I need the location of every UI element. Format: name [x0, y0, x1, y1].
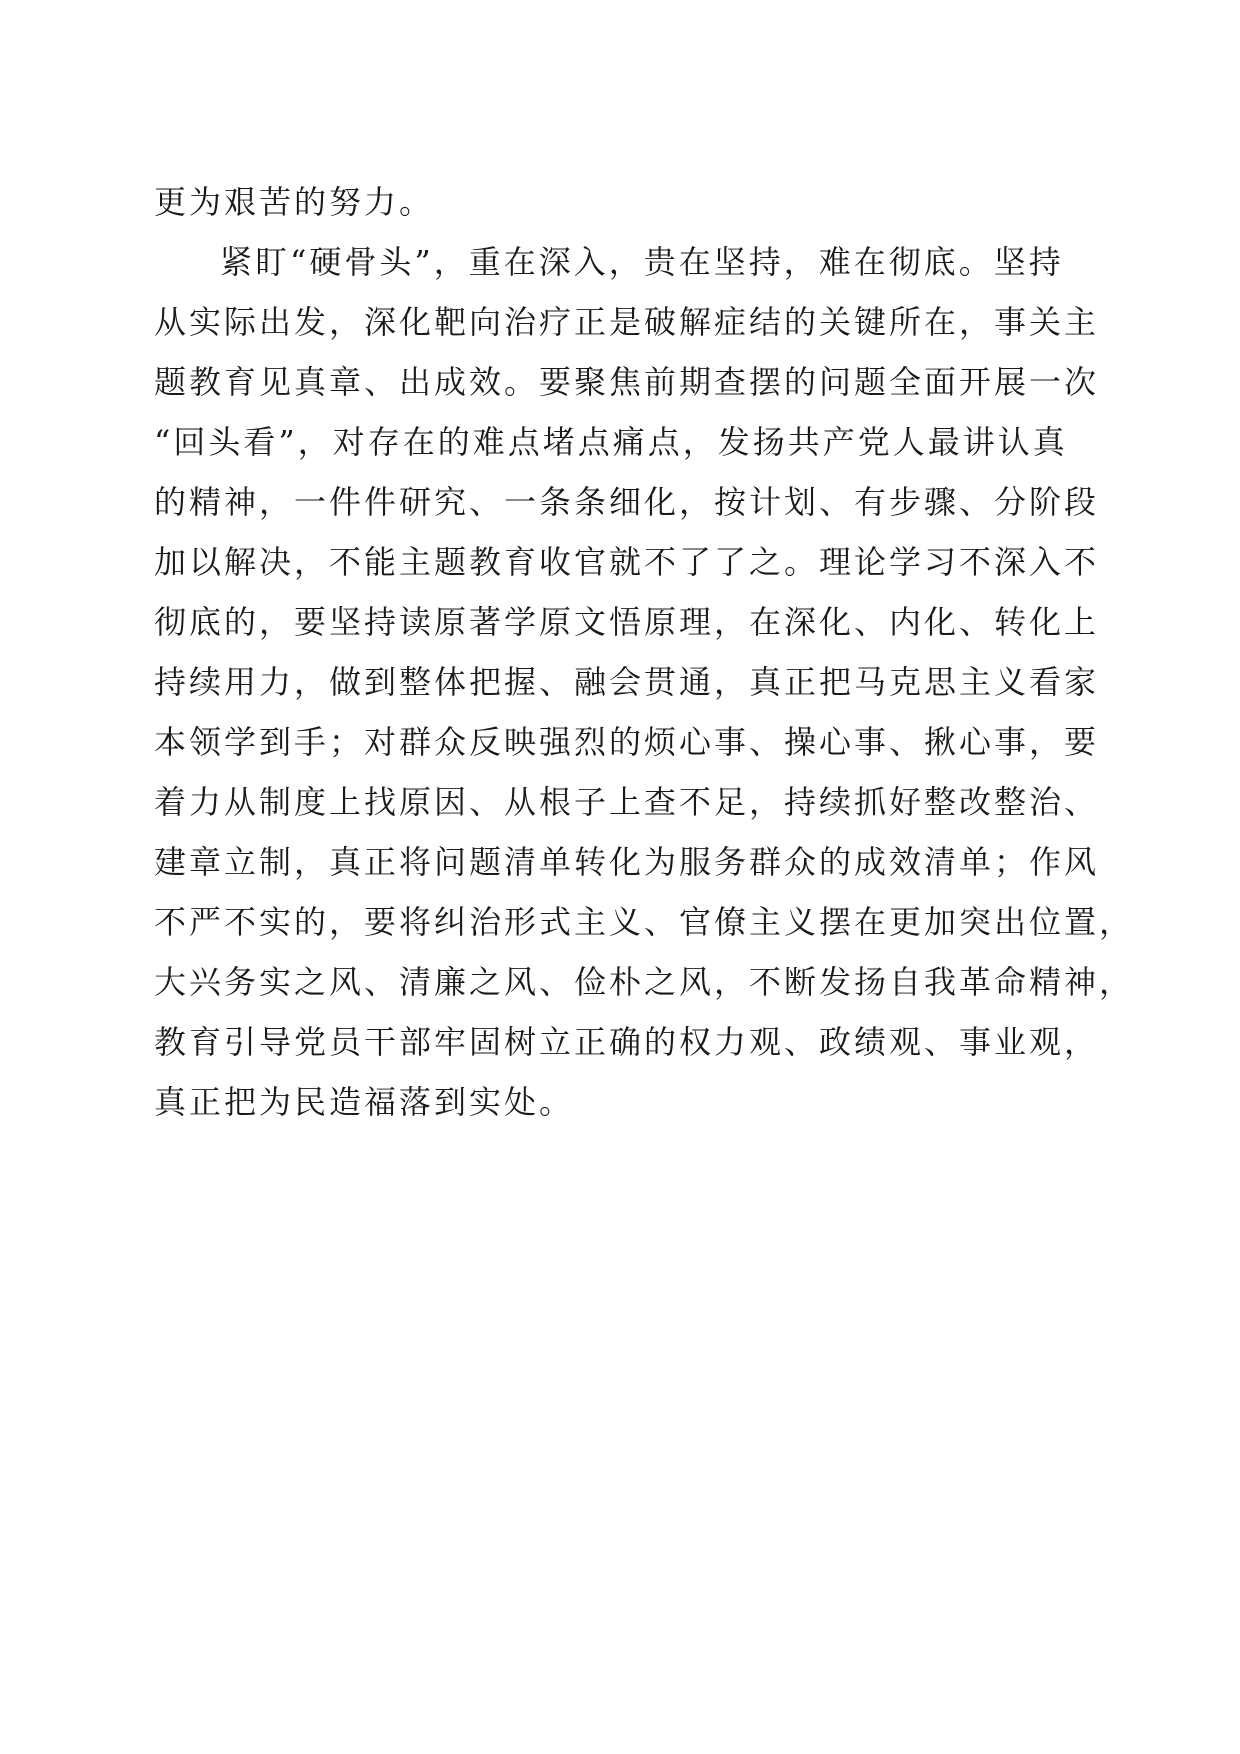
text-line: 持续用力，做到整体把握、融会贯通，真正把马克思主义看家 — [154, 663, 1100, 701]
text-line: 本领学到手；对群众反映强烈的烦心事、操心事、揪心事，要 — [154, 723, 1100, 761]
text-line: 题教育见真章、出成效。要聚焦前期查摆的问题全面开展一次 — [154, 363, 1100, 401]
text-line: “回头看”，对存在的难点堵点痛点，发扬共产党人最讲认真 — [154, 423, 1068, 461]
text-line: 建章立制，真正将问题清单转化为服务群众的成效清单；作风 — [154, 843, 1100, 881]
paragraph-first-line: 紧盯“硬骨头”，重在深入，贵在坚持，难在彻底。坚持 — [220, 243, 1064, 281]
text-line: 着力从制度上找原因、从根子上查不足，持续抓好整改整治、 — [154, 783, 1100, 821]
text-line: 不严不实的，要将纠治形式主义、官僚主义摆在更加突出位置， — [154, 903, 1135, 941]
text-line: 更为艰苦的努力。 — [154, 183, 435, 221]
body-text — [154, 172, 1135, 1132]
text-line: 彻底的，要坚持读原著学原文悟原理，在深化、内化、转化上 — [154, 603, 1100, 641]
text-line: 大兴务实之风、清廉之风、俭朴之风，不断发扬自我革命精神， — [154, 963, 1135, 1001]
text-line: 从实际出发，深化靶向治疗正是破解症结的关键所在，事关主 — [154, 303, 1100, 341]
text-line: 教育引导党员干部牢固树立正确的权力观、政绩观、事业观， — [154, 1023, 1100, 1061]
text-line: 加以解决，不能主题教育收官就不了了之。理论学习不深入不 — [154, 543, 1100, 581]
text-line: 的精神，一件件研究、一条条细化，按计划、有步骤、分阶段 — [154, 483, 1100, 521]
text-line: 真正把为民造福落到实处。 — [154, 1083, 575, 1121]
